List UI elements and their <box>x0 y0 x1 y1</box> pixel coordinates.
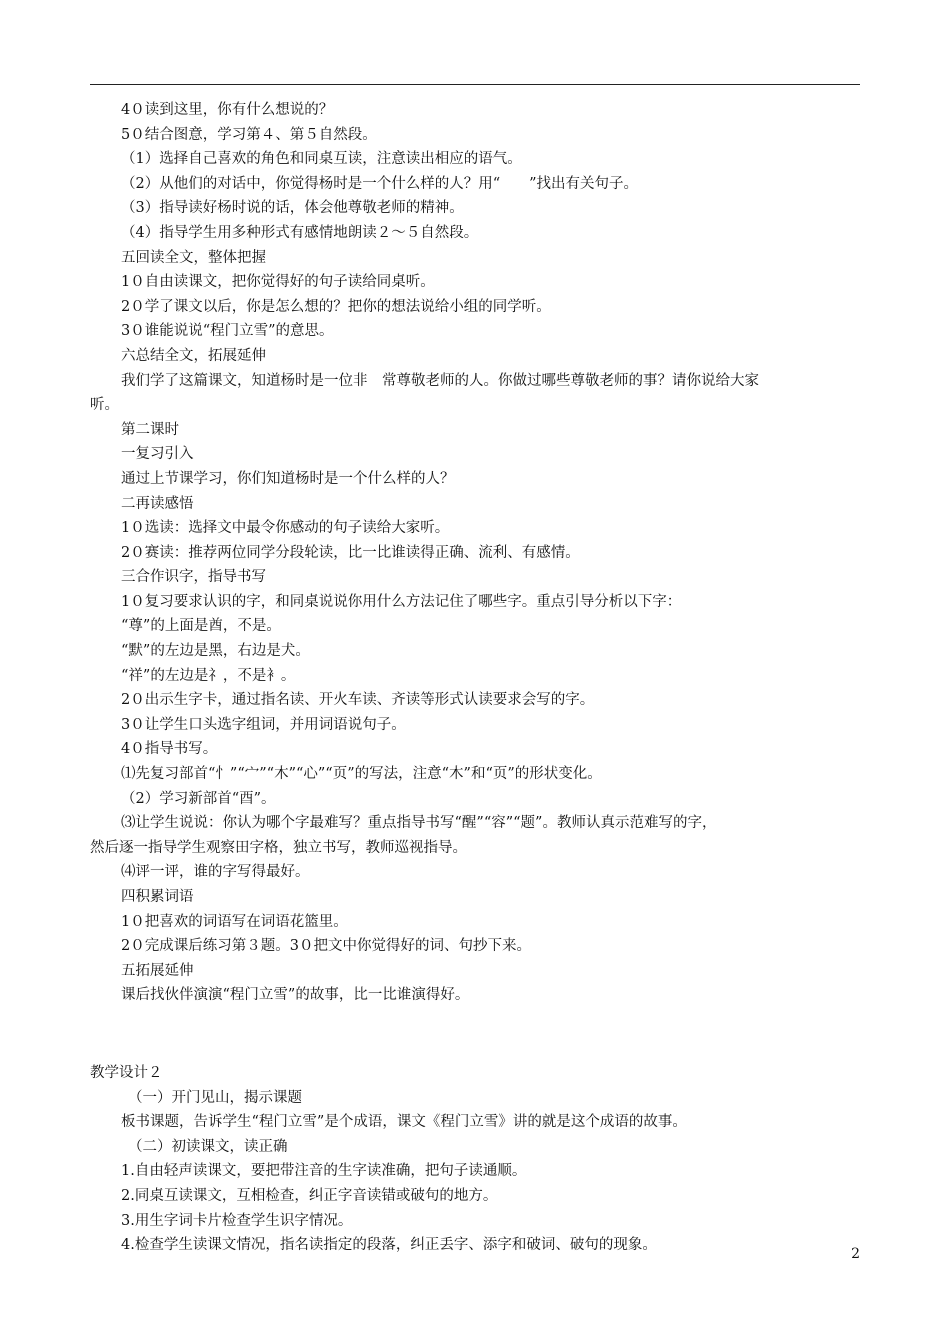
text-line: （2）学习新部首“酉”。 <box>121 790 276 807</box>
text-line: （一）开门见山，揭示课题 <box>128 1089 302 1106</box>
text-line: 1０自由读课文，把你觉得好的句子读给同桌听。 <box>121 274 435 291</box>
text-line: 1０复习要求认识的字，和同桌说说你用什么方法记住了哪些字。重点引导分析以下字： <box>121 593 682 610</box>
text-line: 五拓展延伸 <box>121 962 194 979</box>
text-line: 4.检查学生读课文情况，指名读指定的段落，纠正丢字、添字和破词、破句的现象。 <box>121 1237 657 1254</box>
text-line: “默”的左边是黑，右边是犬。 <box>121 643 310 660</box>
text-line: “祥”的左边是礻，不是衤。 <box>121 667 296 684</box>
text-line: 四积累词语 <box>121 889 194 905</box>
text-line: 然后逐一指导学生观察田字格，独立书写，教师巡视指导。 <box>90 839 467 856</box>
text-line: 2０完成课后练习第３题。3０把文中你觉得好的词、句抄下来。 <box>121 938 531 955</box>
text-line: 第二课时 <box>121 421 179 438</box>
text-line: 3.用生字词卡片检查学生识字情况。 <box>121 1212 353 1229</box>
text-line: （二）初读课文，读正确 <box>128 1138 288 1155</box>
text-line: 1０把喜欢的词语写在词语花篮里。 <box>121 913 348 930</box>
text-line: 板书课题，告诉学生“程门立雪”是个成语，课文《程门立雪》讲的就是这个成语的故事。 <box>121 1114 687 1131</box>
text-line: 2０出示生字卡，通过指名读、开火车读、齐读等形式认读要求会写的字。 <box>121 692 595 709</box>
text-line: 我们学了这篇课文，知道杨时是一位非 常尊敬老师的人。你做过哪些尊敬老师的事？请你说给大家 <box>121 372 759 389</box>
text-line: 课后找伙伴演演“程门立雪”的故事，比一比谁演得好。 <box>121 987 470 1004</box>
text-line: 2.同桌互读课文，互相检查，纠正字音读错或破句的地方。 <box>121 1187 498 1204</box>
text-line: （4）指导学生用多种形式有感情地朗读２～５自然段。 <box>121 224 479 241</box>
text-line: 三合作识字，指导书写 <box>121 569 266 586</box>
text-line: 5０结合图意，学习第４、第５自然段。 <box>121 126 377 143</box>
text-line: 听。 <box>90 397 119 414</box>
header-rule <box>90 84 860 85</box>
text-line: 六总结全文，拓展延伸 <box>121 347 266 364</box>
text-line: 2０学了课文以后，你是怎么想的？把你的想法说给小组的同学听。 <box>121 298 551 315</box>
text-line: 一复习引入 <box>121 446 194 463</box>
text-line: 3０让学生口头选字组词，并用词语说句子。 <box>121 716 406 733</box>
text-line: 4０指导书写。 <box>121 741 218 758</box>
text-line: 3０谁能说说“程门立雪”的意思。 <box>121 323 334 340</box>
paragraph-spacer <box>90 1022 860 1046</box>
text-line: （3）指导读好杨时说的话，体会他尊敬老师的精神。 <box>121 200 464 217</box>
text-line: 二再读感悟 <box>121 495 194 512</box>
document-body <box>90 98 860 1258</box>
text-line: 4０读到这里，你有什么想说的？ <box>121 102 334 118</box>
text-line: （2）从他们的对话中，你觉得杨时是一个什么样的人？用“ ”找出有关句子。 <box>121 175 639 192</box>
text-line: “尊”的上面是酋，不是。 <box>121 618 281 635</box>
text-line: 教学设计２ <box>90 1064 163 1081</box>
text-line: 1０选读：选择文中最令你感动的句子读给大家听。 <box>121 520 450 537</box>
text-line: ⑶让学生说说：你认为哪个字最难写？重点指导书写“醒”“容”“题”。教师认真示范难写的字， <box>121 815 717 832</box>
page-number: 2 <box>851 1246 860 1262</box>
text-line: ⑴先复习部首“忄”“宀”“木”“心”“页”的写法，注意“木”和“页”的形状变化。 <box>121 766 602 783</box>
text-line: ⑷评一评，谁的字写得最好。 <box>121 864 310 881</box>
text-line: （1）选择自己喜欢的角色和同桌互读，注意读出相应的语气。 <box>121 151 522 168</box>
text-line: 2０赛读：推荐两位同学分段轮读，比一比谁读得正确、流利、有感情。 <box>121 544 580 561</box>
text-line: 五回读全文，整体把握 <box>121 249 266 266</box>
text-line: 1.自由轻声读课文，要把带注音的生字读准确，把句子读通顺。 <box>121 1163 527 1180</box>
text-line: 通过上节课学习，你们知道杨时是一个什么样的人？ <box>121 470 455 487</box>
